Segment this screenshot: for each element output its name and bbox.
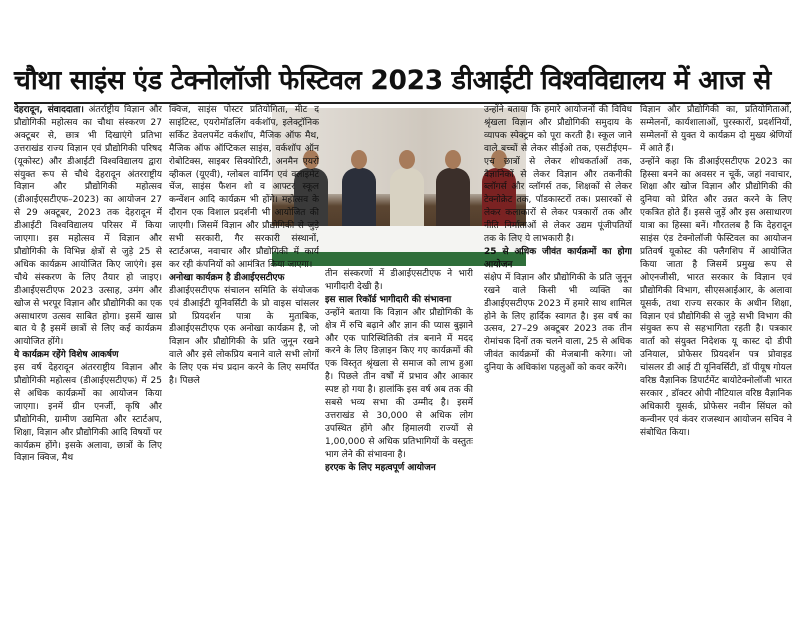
dateline: देहरादून, संवाददाता। [14,105,84,115]
photo-person [342,168,376,230]
subheading: हरएक के लिए महत्वपूर्ण आयोजन [325,462,436,473]
subheading: इस साल रिकॉर्ड भागीदारी की संभावना [325,294,452,305]
paragraph: तीन संस्करणों में डीआईएसटीएफ ने भारी भागीदारी देखी है। [325,269,473,292]
paragraph: विज्ञान और प्रौद्योगिकी का, प्रतियोगिताओं, सम्मेलनों, कार्यशालाओं, पुरस्कारों, प्रदर्शनियों, सम्मेलनों से युक्त ये कार्यक्रम दो मुख्य श्रेणियों में आते हैं। [640,105,792,154]
paragraph: इस वर्ष देहरादून अंतरराष्ट्रीय विज्ञान और प्रौद्योगिकी महोत्सव (डीआईएसटीएफ) में 25 से अधिक कार्यक्रमों का आयोजन किया जाएगा। इनमें ग्रीन एनर्जी, कृषि और प्रौद्योगिकी, ग्रामीण उद्यमिता और स्टार्टअप, शिक्षा, विज्ञान और प्रौद्योगिकी आदि विषयों पर कार्यक्रम होंगे। इसके अलावा, छात्रों के लिए विज्ञान क्विज, मैथ [14,363,162,464]
paragraph: क्विज, साइंस पोस्टर प्रतियोगिता, मीट द साइंटिस्ट, एयरोमॉडलिंग वर्कशॉप, इलेक्ट्रॉनिक सर्किट डेवलपमेंट वर्कशॉप, मैजिक ऑफ मैथ, मैजिक ऑफ ऑप्टिकल साइंस, वर्कशॉप ऑन रोबोटिक्स, साइबर सिक्योरिटी, अनमैन एयरो व्हीकल (यूएवी), ग्लोबल वार्मिंग एवं क्लाइमेट चेंज, साइंस फैशन शो व आफ्टर स्कूल कन्वेंशन आदि कार्यक्रम भी होंगे। महोत्सव के दौरान एक विशाल प्रदर्शनी भी आयोजित की जाएगी। जिसमें विज्ञान और प्रौद्योगिकी से जुड़े सभी सरकारी, गैर सरकारी संस्थानों, स्टार्टअप्स, नवाचार और प्रौद्योगिकी में कार्य कर रही कंपनियों को आमंत्रित किया जाएगा। [169,105,319,270]
article-column-5 [640,104,792,496]
paragraph-text: अंतर्राष्ट्रीय विज्ञान और प्रौद्योगिकी महोत्सव का चौथा संस्करण 27 अक्टूबर से, छात्र भी दिखाएंगे प्रतिभा उत्तराखंड राज्य विज्ञान एवं प्रौद्योगिकी परिषद (यूकोस्ट) और डीआईटी विश्वविद्यालय द्वारा संयुक्त रूप से चौथे देहरादून अंतरराष्ट्रीय विज्ञान और प्रौद्योगिकी महोत्सव (डीआईएसटीएफ–2023) का आयोजन 27 से 29 अक्टूबर, 2023 तक देहरादून में डीआईटी विश्वविद्यालय परिसर में किया जाएगा। इस महोत्सव में विज्ञान और प्रौद्योगिकी के विभिन्न क्षेत्रों से जुड़े 25 से अधिक कार्यक्रम आयोजित किए जाएंगे। इस चौथे संस्करण के लिए तैयार हो जाइए। डीआईएसटीएफ 2023 उत्साह, उमंग और खोज से भरपूर विज्ञान और प्रौद्योगिकी का एक असाधारण उत्सव साबित होगा। इसमें खास बात ये है इसमें छात्रों से लिए कई कार्यक्रम आयोजित होंगे। [14,105,162,348]
article-column-1 [14,104,162,496]
headline: चौथा साइंस एंड टेक्नोलॉजी फेस्टिवल 2023 डीआईटी विश्वविद्यालय में आज से [14,65,771,96]
paragraph: उन्होंने बताया कि विज्ञान और प्रौद्योगिकी के क्षेत्र में रुचि बढ़ाने और ज्ञान की प्यास बुझाने और एक पारिस्थितिकी तंत्र बनाने में मदद करने के लिए डिज़ाइन किए गए कार्यक्रमों की एक विस्तृत श्रृंखला से समाज को लाभ हुआ है। पिछले तीन वर्षों में प्रभाव और आकार स्पष्ट हो गया है। हालांकि इस वर्ष अब तक की सबसे भव्य सभा की उम्मीद है। इसमें उत्तराखंड से 30,000 से अधिक लोग उपस्थित होंगे और हिमालयी राज्यों से 1,00,000 से अधिक प्रतिभागियों के वस्तुतः भाग लेने की संभावना है। [325,307,473,460]
subheading: ये कार्यक्रम रहेंगे विशेष आकर्षण [14,350,119,361]
photo-person [390,168,424,230]
article-column-3 [325,268,473,496]
paragraph: संक्षेप में विज्ञान और प्रौद्योगिकी के प्रति जुनून रखने वाले किसी भी व्यक्ति का डीआईएसटीएफ 2023 में हमारे साथ शामिल होने के लिए हार्दिक स्वागत है। इस वर्ष का उत्सव, 27–29 अक्टूबर 2023 तक तीन रोमांचक दिनों तक चलने वाला, 25 से अधिक जीवंत कार्यक्रमों की मेजबानी करेगा। जो दुनिया के अधिकांश पहलुओं को कवर करेंगे। [484,272,632,374]
subheading: अनोखा कार्यक्रम है डीआईएसटीएफ [169,272,285,283]
paragraph: उन्होंने बताया कि हमारे आयोजनों की विविध श्रृंखला विज्ञान और प्रौद्योगिकी समुदाय के व्यापक स्पेक्ट्रम को पूरा करती है। स्कूल जाने वाले बच्चों से लेकर सीईओ तक, एसटीईएम–एच छात्रों से लेकर शोधकर्ताओं तक, वैज्ञानिकों से लेकर विज्ञान और तकनीकी ब्लॉगर्स और व्लॉगर्स तक, शिक्षकों से लेकर टेक्नोक्रेट तक, पॉडकास्टरों तक। प्रसारकों से लेकर कलाकारों से लेकर पत्रकारों तक और नीति निर्माताओं से लेकर उद्यम पूंजीपतियों तक के लिए ये लाभकारी है। [484,105,632,245]
subheading: 25 से अधिक जीवंत कार्यक्रमों का होगा आयोजन [484,246,632,270]
article-column-4 [484,104,632,496]
paragraph [14,104,162,349]
paragraph: डीआईएसटीएफ संचालन समिति के संयोजक एवं डीआईटी यूनिवर्सिटी के प्रो वाइस चांसलर प्रो प्रियदर्शन पात्रा के मुताबिक, डीआईएसटीएफ एक अनोखा कार्यक्रम है, जो विज्ञान और प्रौद्योगिकी के प्रति जुनून रखने वाले और इसे लोकप्रिय बनाने वाले सभी लोगों के लिए एक मंच प्रदान करने के लिए समर्पित है। पिछले [169,285,319,387]
article-column-2 [169,104,319,496]
paragraph: उन्होंने कहा कि डीआईएसटीएफ 2023 का हिस्सा बनने का अवसर न चूकें, जहां नवाचार, शिक्षा और खोज विज्ञान और प्रौद्योगिकी की दुनिया को प्रेरित और उन्नत करने के लिए एकत्रित होते हैं। इससे जुड़ें और इस असाधारण यात्रा का हिस्सा बनें। गौरतलब है कि देहरादून साइंस एंड टेक्नोलॉजी फेस्टिवल का आयोजन प्रतिवर्ष यूकोस्ट की फ्लैगशिप में आयोजित किया जाता है जिसमें प्रमुख रूप से ओएनजीसी, भारत सरकार के विज्ञान एवं प्रौद्योगिकी विभाग, सीएसआईआर, के अलावा यूसर्क, तथा राज्य सरकार के अधीन शिक्षा, विज्ञान एवं प्रौद्योगिकी से जुड़े सभी विभाग की संयुक्त रूप से सहभागिता रहती है। पत्रकार वार्ता को संयुक्त निदेशक यू कास्ट दो डीपी उनियाल, प्रोफेसर प्रियदर्शन पत्र प्रोवाइड चांसलर डी आई टी यूनिवर्सिटी, डॉ पीयूष गोयल वरिष्ठ वैज्ञानिक डिपार्टमेंट बायोटेक्नोलॉजी भारत सरकार , डॉक्टर ओपी नौटियाल वरिष्ठ वैज्ञानिक अधिकारी यूसर्क, प्रोफेसर नवीन सिंघल को कन्वीनर एवं कंवर राजस्थान आयोजन सचिव ने संबोधित किया। [640,156,792,438]
photo-person [436,168,470,230]
